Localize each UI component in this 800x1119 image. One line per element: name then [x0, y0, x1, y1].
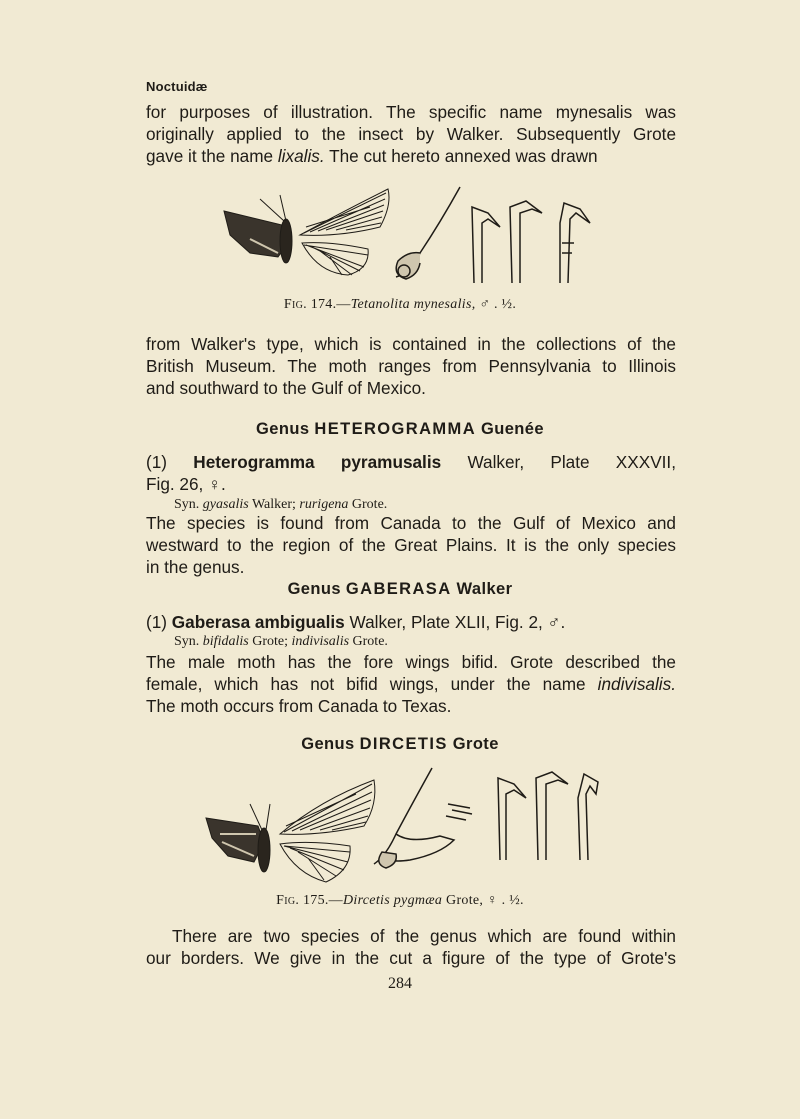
- text-line: gave it the name lixalis. The cut hereto annexed was drawn: [146, 146, 598, 167]
- figure-174-moth-illustration: [220, 183, 600, 293]
- text-line: Fig. 26, ♀.: [146, 474, 226, 495]
- palpus-drawing: [374, 768, 472, 868]
- genus-heading-gaberasa: Genus GABERASA Walker: [287, 580, 513, 598]
- text-line: for purposes of illustration. The specific name mynesalis was: [146, 102, 676, 122]
- text-line: The species is found from Canada to the Gulf of Mexico and: [146, 513, 676, 533]
- paragraph-heterogramma-range: [146, 512, 676, 579]
- palpus-drawing: [396, 187, 460, 279]
- hindwing-venation: [302, 243, 368, 275]
- text-line: The moth occurs from Canada to Texas.: [146, 696, 452, 717]
- species-entry-pyramusalis: [146, 451, 676, 495]
- text-line: (1) Heterogramma pyramusalis Walker, Plate XXXVII,: [146, 452, 676, 472]
- running-head: Noctuidæ: [146, 79, 208, 94]
- forewing-venation: [280, 780, 375, 834]
- paragraph-intro: [146, 101, 676, 168]
- moth-drawing: [224, 195, 292, 263]
- figure-174-caption: Fig. 174.—Tetanolita mynesalis, ♂ . ½.: [283, 297, 517, 312]
- moth-drawing: [206, 804, 270, 872]
- forewing-venation: [300, 189, 389, 235]
- synonymy-ambigualis: Syn. bifidalis Grote; indivisalis Grote.: [174, 634, 388, 649]
- paragraph-walker-type: [146, 333, 676, 400]
- text-line: westward to the region of the Great Plains. It is the only species: [146, 535, 676, 556]
- figure-175-caption: Fig. 175.—Dircetis pygmæa Grote, ♀ . ½.: [276, 893, 524, 908]
- text-line: and southward to the Gulf of Mexico.: [146, 378, 426, 399]
- text-line: The male moth has the fore wings bifid. Grote described the: [146, 652, 676, 672]
- text-line: (1) Gaberasa ambigualis Walker, Plate XLII, Fig. 2, ♂.: [146, 612, 566, 632]
- text-line: from Walker's type, which is contained in the collections of the: [146, 334, 676, 354]
- genus-heading-dircetis: Genus DIRCETIS Grote: [301, 735, 499, 753]
- paragraph-dircetis-species: [146, 925, 676, 969]
- text-line: our borders. We give in the cut a figure of the type of Grote's: [146, 948, 676, 969]
- leg-drawings: [472, 201, 590, 283]
- species-entry-ambigualis: [146, 611, 676, 633]
- text-line: British Museum. The moth ranges from Pennsylvania to Illinois: [146, 356, 676, 377]
- paragraph-gaberasa-description: [146, 651, 676, 718]
- text-line: There are two species of the genus which are found within: [172, 926, 676, 946]
- synonymy-pyramusalis: Syn. gyasalis Walker; rurigena Grote.: [174, 497, 388, 512]
- leg-drawings: [498, 772, 598, 860]
- figure-175-moth-illustration: [200, 764, 600, 888]
- hindwing-venation: [280, 842, 350, 882]
- genus-heading-heterogramma: Genus HETEROGRAMMA Guenée: [256, 420, 544, 438]
- text-line: female, which has not bifid wings, under the name indivisalis.: [146, 674, 676, 695]
- text-line: in the genus.: [146, 557, 245, 578]
- page-number: 284: [388, 975, 412, 992]
- text-line: originally applied to the insect by Walker. Subsequently Grote: [146, 124, 676, 145]
